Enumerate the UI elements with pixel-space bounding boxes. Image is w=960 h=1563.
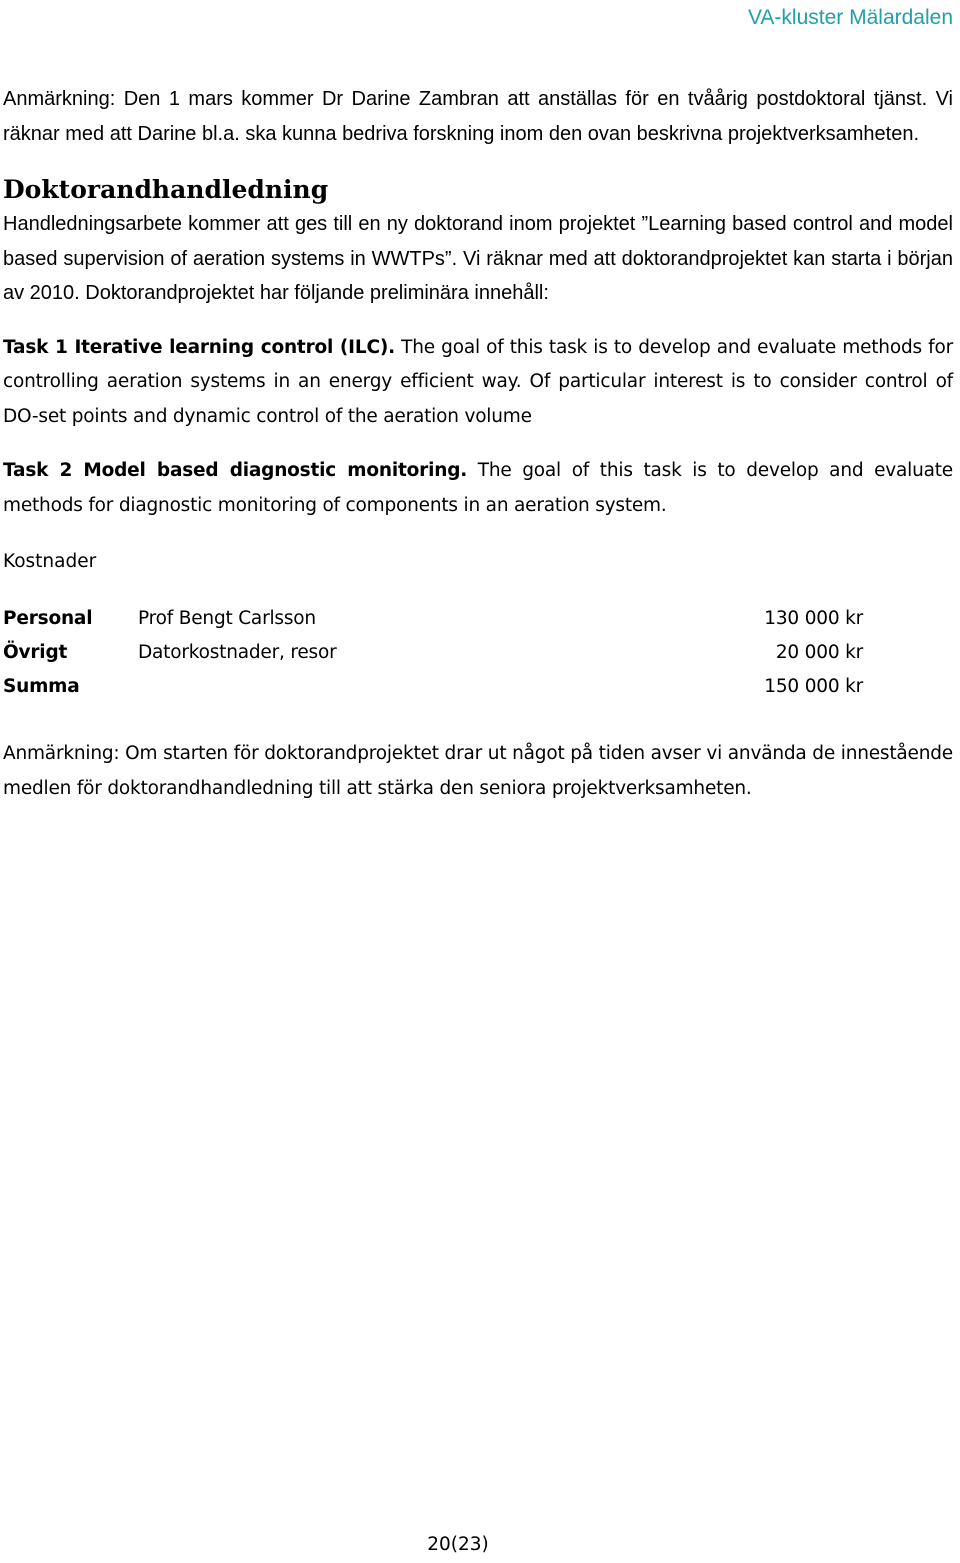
section-heading: Doktorandhandledning <box>3 175 329 204</box>
cost-label: Övrigt <box>3 641 68 663</box>
cost-amount: 130 000 kr <box>764 607 863 629</box>
cost-amount: 20 000 kr <box>775 641 863 663</box>
task-1-text: The goal of this task is to develop and evaluate methods for controlling aeration systems in an energy efficient way. Of particular interest is to consider control of DO-set points and dynamic control of the aeration volume <box>3 336 953 427</box>
section-intro-paragraph: Handledningsarbete kommer att ges till en ny doktorand inom projektet ”Learning based control and model based supervision of aeration systems in WWTPs”. Vi räknar med att doktorandprojektet kan starta i början av 2010. Doktorandprojektet har följande preliminära innehåll: <box>3 213 953 304</box>
cost-description <box>138 669 678 703</box>
table-row <box>3 601 863 635</box>
document-body <box>3 82 953 806</box>
cost-description: Prof Bengt Carlsson <box>138 607 316 629</box>
note-paragraph-1: Anmärkning: Den 1 mars kommer Dr Darine Zambran att anställas för en tvåårig postdoktoral tjänst. Vi räknar med att Darine bl.a. ska kunna bedriva forskning inom den ovan beskrivna projektverksamheten. <box>3 88 953 145</box>
table-row <box>3 669 863 703</box>
costs-heading: Kostnader <box>3 551 97 572</box>
page-header-title: VA-kluster Mälardalen <box>747 6 953 29</box>
note-paragraph-2: Anmärkning: Om starten för doktorandprojektet drar ut något på tiden avser vi använda de innestående medlen för doktorandhandledning till att stärka den seniora projektverksamheten. <box>3 743 953 799</box>
costs-table <box>3 601 863 703</box>
task-1-title: Task 1 Iterative learning control (ILC). <box>3 336 395 358</box>
task-1-paragraph <box>3 331 953 435</box>
page-number: 20(23) <box>427 1534 489 1555</box>
cost-label: Personal <box>3 607 93 629</box>
task-2-title: Task 2 Model based diagnostic monitoring. <box>3 460 468 481</box>
cost-label: Summa <box>3 675 80 697</box>
task-2-paragraph <box>3 454 953 523</box>
cost-amount: 150 000 kr <box>764 675 863 697</box>
table-row <box>3 635 863 669</box>
task-2-text: The goal of this task is to develop and evaluate methods for diagnostic monitoring of components in an aeration system. <box>3 460 953 516</box>
cost-description: Datorkostnader, resor <box>138 641 337 663</box>
